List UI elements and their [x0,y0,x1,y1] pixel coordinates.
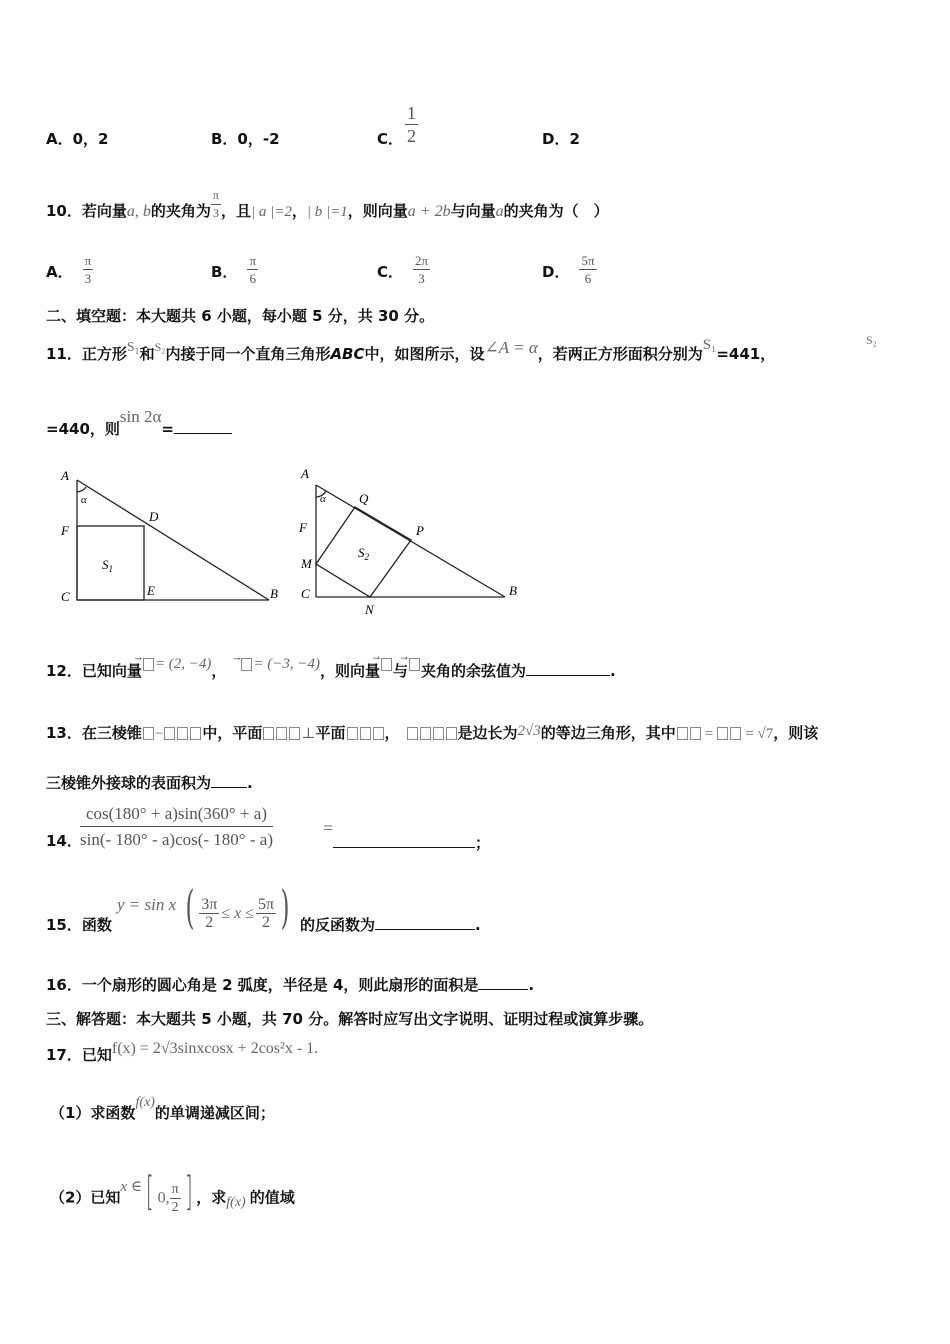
q17-part-1: （1）求函数f(x)的单调递减区间； [50,1095,275,1122]
q15-answer-blank[interactable] [375,915,475,930]
q13-answer-blank[interactable] [211,773,247,788]
q10-option-c: C． $\frac{2\pi}{3}$ [377,253,429,286]
label-n: N [365,602,374,617]
q17-part-2: （2）已知x ∈[ 0, $\frac{\pi}{2}$ ] ，求f(x) 的值域 [50,1169,295,1215]
q16-answer-blank[interactable] [478,975,528,990]
figure-square-s1 [55,465,290,615]
label-alpha: α [81,494,87,506]
q12-answer-blank[interactable] [526,661,610,676]
label-c: C [301,586,310,601]
square-s1 [77,526,144,600]
q14-equals: = [323,818,334,838]
q9-option-d: D．2 [542,130,580,148]
question-11-line1: 11．正方形S₁和$^{S_2}$内接于同一个直角三角形ABC中，如图所示，设∠A = α，若两正方形面积分别为S₁=441， [46,337,776,363]
label-b: B [509,583,517,598]
label-q: Q [359,491,369,506]
label-e: E [147,583,155,598]
question-13-line1: 13．在三棱锥 − 中，平面 ⊥平面 ， 是边长为2√3的等边三角形，其中 = = √7，则该 [46,723,819,742]
q10-option-a: A． $\frac{\pi}{3}$ [46,253,92,286]
question-12: 12．已知向量 = (2, −4)， = (−3, −4)，则向量 与 夹角的余弦值为 . [46,656,616,680]
question-14-fraction: $\frac{\cos(180^\circ + a)\sin(360^\circ + a)}{\sin(- 180^\circ - a)\cos(- 180^\circ - a)}$ [80,804,273,849]
q14-answer-blank[interactable] [333,833,475,848]
q10-option-d: D． $\frac{5\pi}{6}$ [542,253,595,286]
q9-option-c-fraction: $\frac{1}{2}$ [407,103,416,146]
q9-option-b: B．0，-2 [211,130,280,148]
question-11-line2: =440，则sin 2α= [46,418,232,439]
label-s1: $S_1$ [102,557,113,574]
q9-option-c: C． [377,130,404,148]
q15-function: y = sin x ( $\frac{3\pi}{2}$ ≤ x ≤ $\frac{5\pi}{2}$ ) [117,880,290,934]
q14-answer: ； [333,832,490,853]
q15-answer: 的反函数为 . [300,916,481,934]
label-d: D [149,509,159,524]
question-10: 10．若向量a, b的夹角为 $\frac{\pi}{3}$ ，且| a |=2，| b |=1，则向量a + 2b与向量a的夹角为（ ） [46,188,609,220]
label-a: A [301,466,309,481]
label-c: C [61,589,70,604]
q10-option-b: B． $\frac{\pi}{6}$ [211,253,257,286]
label-p: P [416,523,424,538]
question-14-number: 14． [46,832,82,850]
section-fill-in-heading: 二、填空题：本大题共 6 小题，每小题 5 分，共 30 分。 [46,307,435,325]
question-13-line2: 三棱锥外接球的表面积为 . [46,774,253,792]
q11-s2-symbol: S₂ [866,333,877,347]
q11-answer-blank[interactable] [174,419,232,434]
question-16: 16．一个扇形的圆心角是 2 弧度，半径是 4，则此扇形的面积是 . [46,976,535,994]
question-15: 15．函数 [46,916,112,934]
label-b: B [270,586,278,601]
edge-ab [77,480,269,600]
q9-option-a: A．0，2 [46,130,109,148]
label-f: F [299,520,307,535]
question-17: 17．已知f(x) = 2√3sinxcosx + 2cos²x - 1. [46,1040,319,1064]
label-a: A [61,468,69,483]
section-solve-heading: 三、解答题：本大题共 5 小题，共 70 分。解答时应写出文字说明、证明过程或演算步骤。 [46,1010,654,1028]
label-s2: $S_2$ [358,545,369,562]
label-alpha: α [320,493,326,505]
label-f: F [61,523,69,538]
figure-square-s2 [295,462,530,622]
label-m: M [301,556,312,571]
